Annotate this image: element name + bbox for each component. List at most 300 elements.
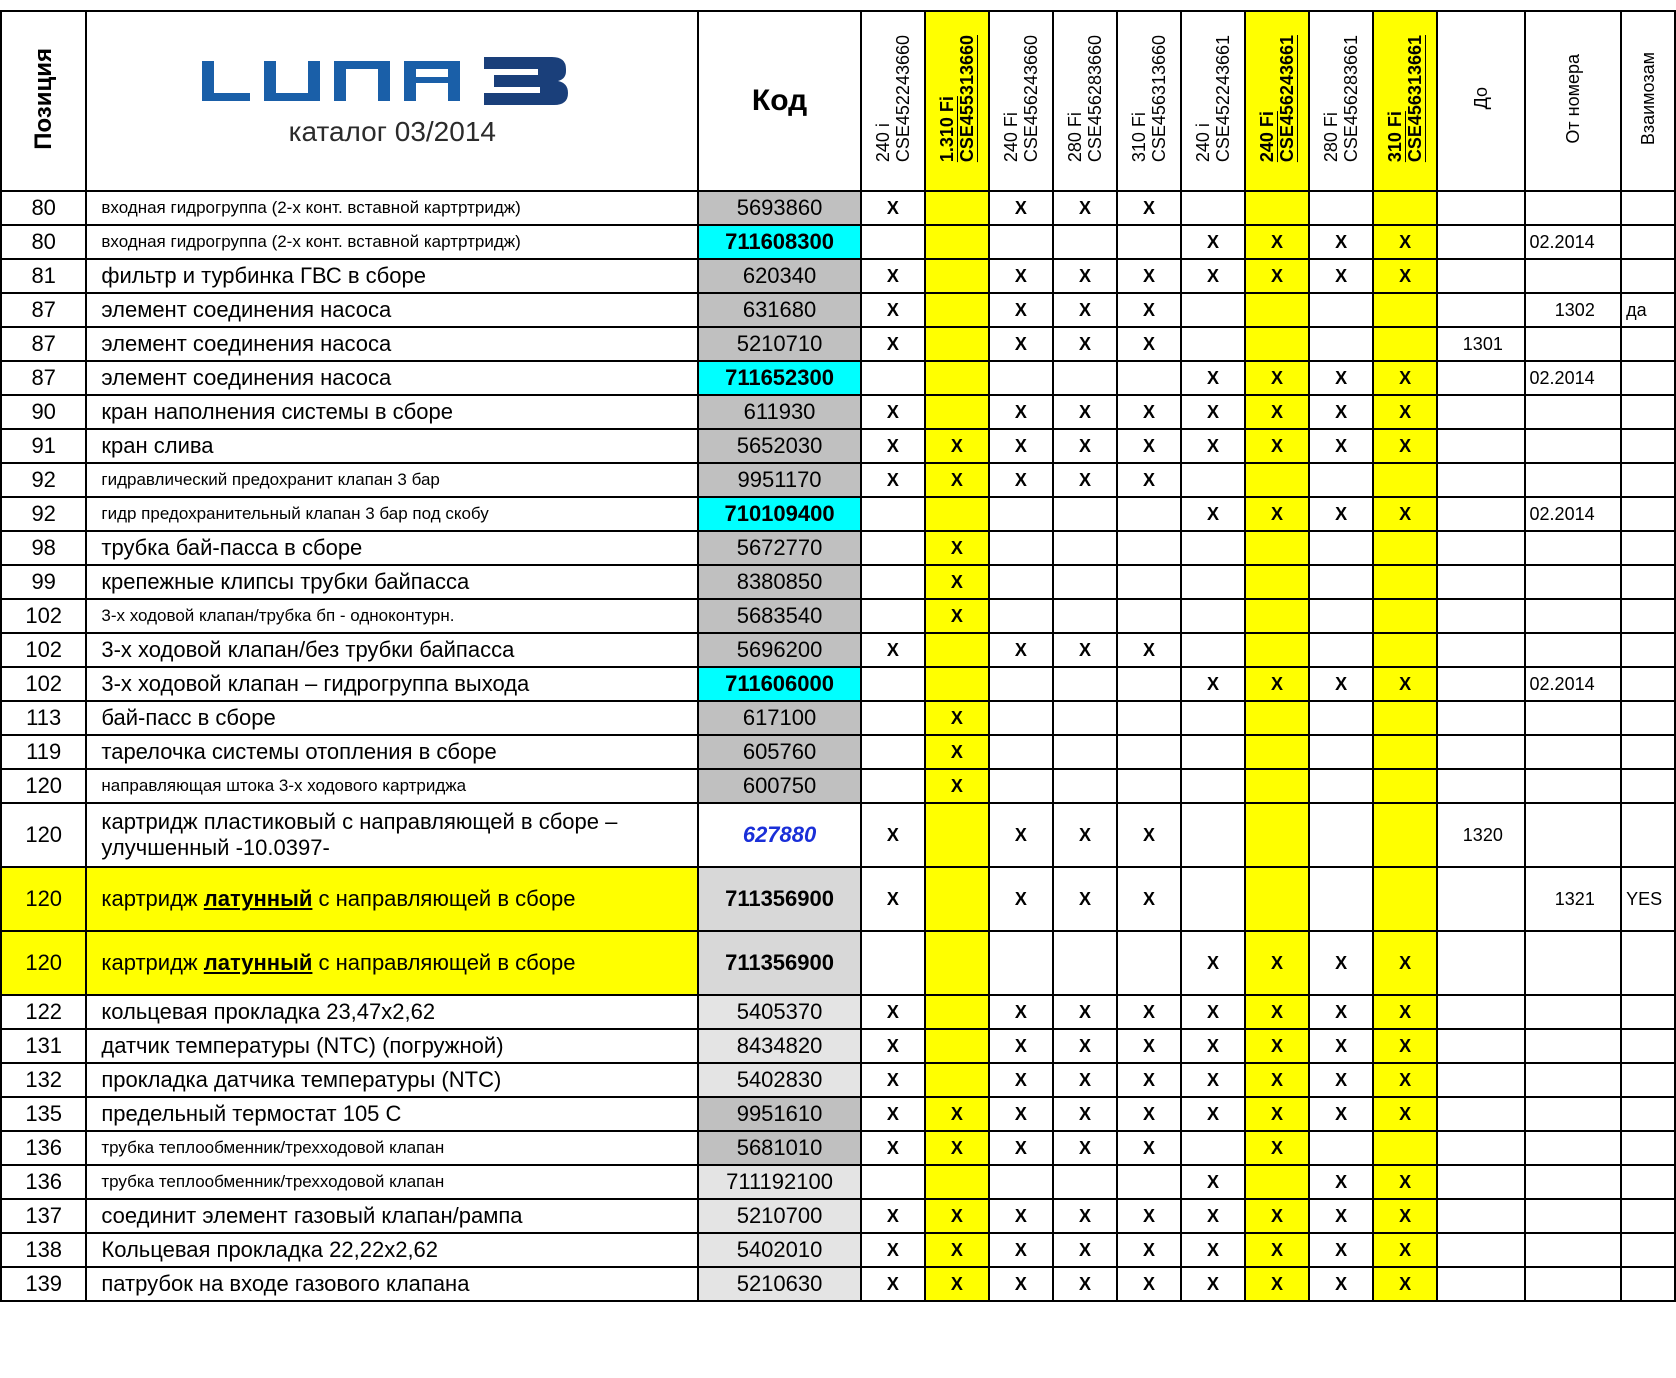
from-number-cell xyxy=(1525,995,1622,1029)
part-code-cell: 5696200 xyxy=(698,633,861,667)
interchange-cell xyxy=(1621,327,1675,361)
interchange-cell xyxy=(1621,735,1675,769)
position-cell: 138 xyxy=(1,1233,86,1267)
model-mark-cell: X xyxy=(1181,497,1245,531)
model-mark-cell xyxy=(1245,191,1309,225)
model-mark-cell: X xyxy=(1117,1199,1181,1233)
table-row xyxy=(1,1267,1675,1301)
model-mark-cell: X xyxy=(1245,995,1309,1029)
model-mark-cell xyxy=(925,931,989,995)
from-number-cell xyxy=(1525,463,1622,497)
model-mark-cell: X xyxy=(1053,429,1117,463)
part-name-cell xyxy=(86,867,698,931)
table-row xyxy=(1,293,1675,327)
part-name-cell: входная гидрогруппа (2-х конт. вставной картртридж) xyxy=(86,191,698,225)
part-name-cell: гидр предохранительный клапан 3 бар под скобу xyxy=(86,497,698,531)
model-mark-cell: X xyxy=(1309,497,1373,531)
model-mark-cell xyxy=(1245,633,1309,667)
model-mark-cell: X xyxy=(989,327,1053,361)
model-mark-cell xyxy=(925,1063,989,1097)
part-code-cell: 600750 xyxy=(698,769,861,803)
model-mark-cell xyxy=(1373,565,1437,599)
model-mark-cell xyxy=(1309,769,1373,803)
position-cell: 120 xyxy=(1,803,86,867)
part-code-cell: 5210710 xyxy=(698,327,861,361)
model-mark-cell xyxy=(1309,633,1373,667)
part-name-cell: направляющая штока 3-х ходового картриджа xyxy=(86,769,698,803)
interchange-cell xyxy=(1621,995,1675,1029)
model-mark-cell: X xyxy=(1373,259,1437,293)
table-row xyxy=(1,667,1675,701)
part-code-cell: 711356900 xyxy=(698,931,861,995)
position-cell: 102 xyxy=(1,667,86,701)
model-mark-cell xyxy=(925,633,989,667)
part-name-cell: элемент соединения насоса xyxy=(86,293,698,327)
model-mark-cell: X xyxy=(1117,1063,1181,1097)
model-mark-cell: X xyxy=(861,1131,925,1165)
model-mark-cell xyxy=(989,931,1053,995)
part-code-cell: 620340 xyxy=(698,259,861,293)
model-mark-cell: X xyxy=(1373,361,1437,395)
model-mark-cell: X xyxy=(989,429,1053,463)
part-code-cell: 5683540 xyxy=(698,599,861,633)
interchange-cell xyxy=(1621,599,1675,633)
part-name-cell: Кольцевая прокладка 22,22x2,62 xyxy=(86,1233,698,1267)
model-mark-cell xyxy=(1309,867,1373,931)
model-mark-cell: X xyxy=(1181,1267,1245,1301)
model-mark-cell: X xyxy=(1309,225,1373,259)
model-mark-cell: X xyxy=(1245,259,1309,293)
interchange-cell xyxy=(1621,361,1675,395)
model-mark-cell: X xyxy=(989,1063,1053,1097)
do-cell xyxy=(1437,931,1524,995)
table-row xyxy=(1,735,1675,769)
model-mark-cell xyxy=(925,327,989,361)
model-mark-cell xyxy=(1373,531,1437,565)
model-mark-cell: X xyxy=(925,531,989,565)
model-mark-cell xyxy=(1181,327,1245,361)
part-name-cell xyxy=(86,931,698,995)
interchange-cell xyxy=(1621,1267,1675,1301)
do-cell xyxy=(1437,599,1524,633)
position-cell: 102 xyxy=(1,599,86,633)
do-cell xyxy=(1437,191,1524,225)
model-mark-cell xyxy=(1245,701,1309,735)
model-mark-cell xyxy=(861,225,925,259)
do-cell: 1320 xyxy=(1437,803,1524,867)
model-mark-cell xyxy=(861,599,925,633)
part-name-cell: элемент соединения насоса xyxy=(86,327,698,361)
model-mark-cell xyxy=(989,361,1053,395)
header-logo xyxy=(86,11,698,191)
model-mark-cell xyxy=(1373,769,1437,803)
model-mark-cell: X xyxy=(1373,429,1437,463)
from-number-cell xyxy=(1525,633,1622,667)
table-row xyxy=(1,803,1675,867)
model-mark-cell xyxy=(989,735,1053,769)
part-code-cell: 9951170 xyxy=(698,463,861,497)
table-row xyxy=(1,327,1675,361)
model-mark-cell: X xyxy=(1053,1097,1117,1131)
part-name-cell: входная гидрогруппа (2-х конт. вставной картртридж) xyxy=(86,225,698,259)
model-mark-cell: X xyxy=(1309,667,1373,701)
interchange-cell xyxy=(1621,931,1675,995)
do-cell xyxy=(1437,395,1524,429)
model-mark-cell xyxy=(1245,599,1309,633)
model-mark-cell xyxy=(1117,1165,1181,1199)
part-name-cell: гидравлический предохранит клапан 3 бар xyxy=(86,463,698,497)
model-mark-cell: X xyxy=(1181,429,1245,463)
model-mark-cell xyxy=(1181,565,1245,599)
header-model: 310 Fi CSE456313660 xyxy=(1117,11,1181,191)
model-mark-cell xyxy=(925,667,989,701)
model-mark-cell: X xyxy=(1181,395,1245,429)
header-row xyxy=(1,11,1675,191)
model-mark-cell xyxy=(989,225,1053,259)
model-mark-cell xyxy=(861,361,925,395)
do-cell xyxy=(1437,1165,1524,1199)
from-number-cell xyxy=(1525,1199,1622,1233)
model-mark-cell: X xyxy=(1181,1165,1245,1199)
from-number-cell xyxy=(1525,599,1622,633)
model-mark-cell xyxy=(925,191,989,225)
table-row xyxy=(1,463,1675,497)
model-mark-cell: X xyxy=(1181,1063,1245,1097)
do-cell xyxy=(1437,735,1524,769)
interchange-cell: да xyxy=(1621,293,1675,327)
interchange-cell xyxy=(1621,497,1675,531)
position-cell: 87 xyxy=(1,327,86,361)
model-mark-cell xyxy=(1309,701,1373,735)
part-name-cell: прокладка датчика температуры (NTC) xyxy=(86,1063,698,1097)
model-mark-cell: X xyxy=(1309,395,1373,429)
model-mark-cell xyxy=(1053,1165,1117,1199)
model-mark-cell: X xyxy=(1053,1029,1117,1063)
model-mark-cell: X xyxy=(1117,1267,1181,1301)
model-mark-cell xyxy=(1309,191,1373,225)
position-cell: 87 xyxy=(1,293,86,327)
do-cell xyxy=(1437,293,1524,327)
do-cell xyxy=(1437,429,1524,463)
part-code-cell: 605760 xyxy=(698,735,861,769)
part-code-cell: 711606000 xyxy=(698,667,861,701)
table-row xyxy=(1,867,1675,931)
model-mark-cell: X xyxy=(1245,1233,1309,1267)
from-number-cell xyxy=(1525,1097,1622,1131)
table-row xyxy=(1,931,1675,995)
part-code-cell: 711192100 xyxy=(698,1165,861,1199)
position-cell: 136 xyxy=(1,1165,86,1199)
do-cell xyxy=(1437,769,1524,803)
model-mark-cell: X xyxy=(1373,1063,1437,1097)
model-mark-cell: X xyxy=(989,633,1053,667)
parts-table xyxy=(0,10,1676,1302)
model-mark-cell xyxy=(861,701,925,735)
model-mark-cell: X xyxy=(989,867,1053,931)
interchange-cell xyxy=(1621,667,1675,701)
model-mark-cell xyxy=(1181,867,1245,931)
model-mark-cell: X xyxy=(989,995,1053,1029)
model-mark-cell xyxy=(1245,769,1309,803)
model-mark-cell: X xyxy=(1245,1199,1309,1233)
model-mark-cell: X xyxy=(1117,995,1181,1029)
model-mark-cell: X xyxy=(925,769,989,803)
model-mark-cell: X xyxy=(1373,395,1437,429)
model-mark-cell: X xyxy=(1181,995,1245,1029)
part-code-cell: 627880 xyxy=(698,803,861,867)
interchange-cell xyxy=(1621,1029,1675,1063)
model-mark-cell: X xyxy=(1245,429,1309,463)
model-mark-cell: X xyxy=(1245,225,1309,259)
model-mark-cell: X xyxy=(925,1199,989,1233)
model-mark-cell xyxy=(1181,293,1245,327)
model-mark-cell xyxy=(989,565,1053,599)
model-mark-cell xyxy=(1117,497,1181,531)
model-mark-cell xyxy=(1053,701,1117,735)
model-mark-cell: X xyxy=(925,1233,989,1267)
position-cell: 120 xyxy=(1,867,86,931)
part-name-text: с направляющей в сборе xyxy=(312,886,576,911)
from-number-cell: 1321 xyxy=(1525,867,1622,931)
table-row xyxy=(1,769,1675,803)
model-mark-cell: X xyxy=(1181,667,1245,701)
table-row xyxy=(1,995,1675,1029)
table-row xyxy=(1,1131,1675,1165)
model-mark-cell: X xyxy=(1117,191,1181,225)
position-cell: 80 xyxy=(1,191,86,225)
table-row xyxy=(1,191,1675,225)
do-cell xyxy=(1437,633,1524,667)
interchange-cell xyxy=(1621,1199,1675,1233)
model-mark-cell: X xyxy=(989,259,1053,293)
part-code-cell: 5693860 xyxy=(698,191,861,225)
model-mark-cell: X xyxy=(1309,1063,1373,1097)
model-mark-cell: X xyxy=(1309,995,1373,1029)
part-name-cell: элемент соединения насоса xyxy=(86,361,698,395)
do-cell xyxy=(1437,531,1524,565)
model-mark-cell xyxy=(1373,599,1437,633)
model-mark-cell xyxy=(925,803,989,867)
model-mark-cell xyxy=(1181,1131,1245,1165)
model-mark-cell: X xyxy=(1245,1097,1309,1131)
from-number-cell: 02.2014 xyxy=(1525,361,1622,395)
model-mark-cell: X xyxy=(1117,1097,1181,1131)
model-mark-cell xyxy=(1117,531,1181,565)
model-mark-cell: X xyxy=(1181,1097,1245,1131)
from-number-cell xyxy=(1525,531,1622,565)
model-mark-cell: X xyxy=(1309,1199,1373,1233)
interchange-cell: YES xyxy=(1621,867,1675,931)
model-mark-cell xyxy=(1245,327,1309,361)
table-row xyxy=(1,259,1675,293)
model-mark-cell xyxy=(1053,667,1117,701)
model-mark-cell: X xyxy=(1053,867,1117,931)
part-name-cell: кран наполнения системы в сборе xyxy=(86,395,698,429)
do-cell xyxy=(1437,225,1524,259)
interchange-cell xyxy=(1621,1063,1675,1097)
part-name-text: картридж xyxy=(101,950,204,975)
from-number-cell xyxy=(1525,259,1622,293)
from-number-cell xyxy=(1525,565,1622,599)
model-mark-cell xyxy=(1117,667,1181,701)
part-code-cell: 611930 xyxy=(698,395,861,429)
model-mark-cell xyxy=(861,565,925,599)
table-body xyxy=(1,191,1675,1301)
model-mark-cell: X xyxy=(1053,1199,1117,1233)
from-number-cell xyxy=(1525,931,1622,995)
model-mark-cell xyxy=(925,259,989,293)
part-name-cell: 3-х ходовой клапан/без трубки байпасса xyxy=(86,633,698,667)
position-cell: 113 xyxy=(1,701,86,735)
position-cell: 131 xyxy=(1,1029,86,1063)
model-mark-cell: X xyxy=(1309,429,1373,463)
table-row xyxy=(1,1199,1675,1233)
position-cell: 80 xyxy=(1,225,86,259)
model-mark-cell: X xyxy=(1117,395,1181,429)
model-mark-cell: X xyxy=(1053,633,1117,667)
model-mark-cell xyxy=(861,497,925,531)
model-mark-cell xyxy=(861,769,925,803)
do-cell xyxy=(1437,1199,1524,1233)
interchange-cell xyxy=(1621,701,1675,735)
model-mark-cell xyxy=(989,599,1053,633)
from-number-cell xyxy=(1525,701,1622,735)
header-model: 310 Fi CSE456313661 xyxy=(1373,11,1437,191)
model-mark-cell: X xyxy=(925,701,989,735)
model-mark-cell: X xyxy=(1245,931,1309,995)
model-mark-cell xyxy=(1309,531,1373,565)
part-code-cell: 5402830 xyxy=(698,1063,861,1097)
model-mark-cell: X xyxy=(1309,931,1373,995)
model-mark-cell xyxy=(1181,769,1245,803)
model-mark-cell: X xyxy=(925,1097,989,1131)
from-number-cell xyxy=(1525,769,1622,803)
part-name-cell: крепежные клипсы трубки байпасса xyxy=(86,565,698,599)
model-mark-cell: X xyxy=(989,1233,1053,1267)
position-cell: 120 xyxy=(1,769,86,803)
model-mark-cell: X xyxy=(989,1131,1053,1165)
model-mark-cell xyxy=(925,1165,989,1199)
position-cell: 90 xyxy=(1,395,86,429)
header-from-number: От номера xyxy=(1525,11,1622,191)
model-mark-cell: X xyxy=(1245,667,1309,701)
position-cell: 137 xyxy=(1,1199,86,1233)
model-mark-cell: X xyxy=(861,191,925,225)
model-mark-cell: X xyxy=(1053,1267,1117,1301)
part-name-cell: трубка теплообменник/трехходовой клапан xyxy=(86,1165,698,1199)
model-mark-cell: X xyxy=(1309,1165,1373,1199)
position-cell: 135 xyxy=(1,1097,86,1131)
model-mark-cell xyxy=(1373,463,1437,497)
model-mark-cell: X xyxy=(989,1267,1053,1301)
model-mark-cell xyxy=(1181,599,1245,633)
model-mark-cell: X xyxy=(925,429,989,463)
part-name-cell: датчик температуры (NTC) (погружной) xyxy=(86,1029,698,1063)
model-mark-cell xyxy=(989,1165,1053,1199)
do-cell xyxy=(1437,701,1524,735)
model-mark-cell xyxy=(1053,931,1117,995)
part-name-text: картридж xyxy=(101,886,204,911)
model-mark-cell: X xyxy=(1373,225,1437,259)
model-mark-cell: X xyxy=(925,1131,989,1165)
table-row xyxy=(1,565,1675,599)
table-row xyxy=(1,599,1675,633)
model-mark-cell xyxy=(1053,735,1117,769)
model-mark-cell xyxy=(861,1165,925,1199)
model-mark-cell: X xyxy=(989,1097,1053,1131)
model-mark-cell: X xyxy=(1053,259,1117,293)
from-number-cell: 1302 xyxy=(1525,293,1622,327)
part-name-cell: соединит элемент газовый клапан/рампа xyxy=(86,1199,698,1233)
model-mark-cell: X xyxy=(989,1199,1053,1233)
position-cell: 81 xyxy=(1,259,86,293)
model-mark-cell xyxy=(1053,599,1117,633)
model-mark-cell: X xyxy=(1117,293,1181,327)
model-mark-cell: X xyxy=(861,429,925,463)
from-number-cell xyxy=(1525,1233,1622,1267)
model-mark-cell xyxy=(1245,293,1309,327)
model-mark-cell xyxy=(1373,735,1437,769)
model-mark-cell xyxy=(1373,293,1437,327)
part-name-cell: кран слива xyxy=(86,429,698,463)
catalog-label: каталог 03/2014 xyxy=(288,115,496,147)
part-code-cell: 5402010 xyxy=(698,1233,861,1267)
do-cell xyxy=(1437,1233,1524,1267)
part-name-cell: патрубок на входе газового клапана xyxy=(86,1267,698,1301)
model-mark-cell: X xyxy=(861,1097,925,1131)
from-number-cell xyxy=(1525,1165,1622,1199)
interchange-cell xyxy=(1621,395,1675,429)
do-cell xyxy=(1437,361,1524,395)
model-mark-cell xyxy=(925,293,989,327)
model-mark-cell: X xyxy=(1373,1097,1437,1131)
table-row xyxy=(1,1233,1675,1267)
from-number-cell xyxy=(1525,1029,1622,1063)
do-cell xyxy=(1437,1097,1524,1131)
model-mark-cell: X xyxy=(1373,1199,1437,1233)
interchange-cell xyxy=(1621,1097,1675,1131)
do-cell: 1301 xyxy=(1437,327,1524,361)
model-mark-cell: X xyxy=(1053,191,1117,225)
model-mark-cell: X xyxy=(925,463,989,497)
part-name-cell: фильтр и турбинка ГВС в сборе xyxy=(86,259,698,293)
do-cell xyxy=(1437,1131,1524,1165)
model-mark-cell xyxy=(1181,191,1245,225)
position-cell: 99 xyxy=(1,565,86,599)
model-mark-cell: X xyxy=(989,463,1053,497)
model-mark-cell xyxy=(1245,565,1309,599)
model-mark-cell: X xyxy=(1245,1267,1309,1301)
model-mark-cell xyxy=(861,931,925,995)
do-cell xyxy=(1437,259,1524,293)
model-mark-cell: X xyxy=(1053,1233,1117,1267)
model-mark-cell: X xyxy=(1373,1165,1437,1199)
part-name-cell: трубка теплообменник/трехходовой клапан xyxy=(86,1131,698,1165)
do-cell xyxy=(1437,565,1524,599)
model-mark-cell xyxy=(1309,327,1373,361)
interchange-cell xyxy=(1621,259,1675,293)
model-mark-cell: X xyxy=(1053,293,1117,327)
model-mark-cell xyxy=(925,395,989,429)
model-mark-cell: X xyxy=(1373,667,1437,701)
model-mark-cell xyxy=(925,497,989,531)
model-mark-cell xyxy=(1117,225,1181,259)
interchange-cell xyxy=(1621,1165,1675,1199)
model-mark-cell xyxy=(1245,867,1309,931)
position-cell: 91 xyxy=(1,429,86,463)
model-mark-cell xyxy=(1053,497,1117,531)
model-mark-cell xyxy=(1373,803,1437,867)
